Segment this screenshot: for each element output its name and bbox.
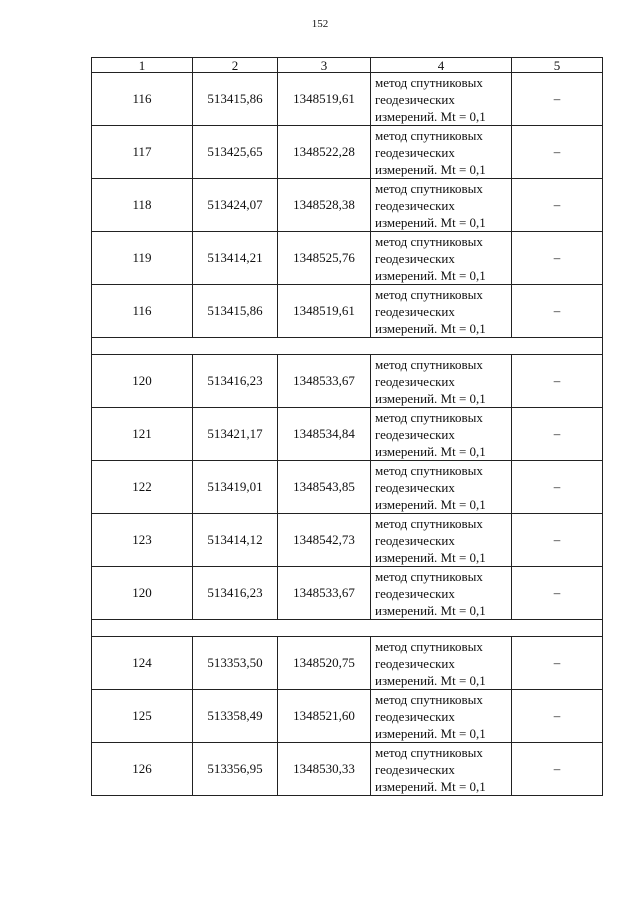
method-text-line: измерений. Mt = 0,1 xyxy=(375,602,486,618)
group-separator-cell xyxy=(92,338,603,355)
note-cell: – xyxy=(512,408,603,461)
y-coordinate-cell: 1348543,85 xyxy=(278,461,371,514)
table-body xyxy=(92,73,603,796)
method-cell xyxy=(371,514,512,567)
y-coordinate-cell: 1348519,61 xyxy=(278,285,371,338)
method-cell xyxy=(371,73,512,126)
table-row xyxy=(92,567,603,620)
note-cell: – xyxy=(512,285,603,338)
method-text-line: метод спутниковых xyxy=(375,462,483,478)
method-text-line: измерений. Mt = 0,1 xyxy=(375,214,486,230)
method-text-line: измерений. Mt = 0,1 xyxy=(375,267,486,283)
table-row xyxy=(92,355,603,408)
header-row xyxy=(92,58,603,73)
point-number-cell: 120 xyxy=(92,567,193,620)
method-cell xyxy=(371,179,512,232)
method-text-line: метод спутниковых xyxy=(375,638,483,654)
method-text-line: метод спутниковых xyxy=(375,233,483,249)
method-text-line: измерений. Mt = 0,1 xyxy=(375,778,486,794)
table-row xyxy=(92,514,603,567)
table-row xyxy=(92,232,603,285)
note-cell: – xyxy=(512,355,603,408)
group-separator-row xyxy=(92,338,603,355)
y-coordinate-cell: 1348533,67 xyxy=(278,355,371,408)
header-col-5: 5 xyxy=(512,58,603,73)
x-coordinate-cell: 513415,86 xyxy=(193,73,278,126)
x-coordinate-cell: 513353,50 xyxy=(193,637,278,690)
method-cell xyxy=(371,408,512,461)
method-text-line: метод спутниковых xyxy=(375,691,483,707)
y-coordinate-cell: 1348534,84 xyxy=(278,408,371,461)
method-text-line: геодезических xyxy=(375,532,455,548)
method-cell xyxy=(371,355,512,408)
method-text-line: метод спутниковых xyxy=(375,356,483,372)
table-row xyxy=(92,179,603,232)
note-cell: – xyxy=(512,743,603,796)
point-number-cell: 116 xyxy=(92,285,193,338)
note-cell: – xyxy=(512,126,603,179)
method-cell xyxy=(371,126,512,179)
x-coordinate-cell: 513421,17 xyxy=(193,408,278,461)
x-coordinate-cell: 513356,95 xyxy=(193,743,278,796)
method-text-line: измерений. Mt = 0,1 xyxy=(375,390,486,406)
x-coordinate-cell: 513424,07 xyxy=(193,179,278,232)
point-number-cell: 121 xyxy=(92,408,193,461)
y-coordinate-cell: 1348519,61 xyxy=(278,73,371,126)
x-coordinate-cell: 513416,23 xyxy=(193,567,278,620)
point-number-cell: 125 xyxy=(92,690,193,743)
x-coordinate-cell: 513419,01 xyxy=(193,461,278,514)
note-cell: – xyxy=(512,73,603,126)
method-cell xyxy=(371,690,512,743)
x-coordinate-cell: 513416,23 xyxy=(193,355,278,408)
y-coordinate-cell: 1348542,73 xyxy=(278,514,371,567)
method-text-line: геодезических xyxy=(375,144,455,160)
method-text-line: геодезических xyxy=(375,426,455,442)
header-col-3: 3 xyxy=(278,58,371,73)
point-number-cell: 118 xyxy=(92,179,193,232)
y-coordinate-cell: 1348528,38 xyxy=(278,179,371,232)
point-number-cell: 126 xyxy=(92,743,193,796)
method-cell xyxy=(371,637,512,690)
y-coordinate-cell: 1348522,28 xyxy=(278,126,371,179)
method-text-line: геодезических xyxy=(375,250,455,266)
group-separator-cell xyxy=(92,620,603,637)
header-col-1: 1 xyxy=(92,58,193,73)
point-number-cell: 120 xyxy=(92,355,193,408)
point-number-cell: 119 xyxy=(92,232,193,285)
method-cell xyxy=(371,285,512,338)
note-cell: – xyxy=(512,179,603,232)
table-row xyxy=(92,285,603,338)
point-number-cell: 117 xyxy=(92,126,193,179)
note-cell: – xyxy=(512,567,603,620)
table-row xyxy=(92,408,603,461)
x-coordinate-cell: 513414,21 xyxy=(193,232,278,285)
method-text-line: геодезических xyxy=(375,708,455,724)
method-text-line: метод спутниковых xyxy=(375,127,483,143)
table-row xyxy=(92,743,603,796)
point-number-cell: 123 xyxy=(92,514,193,567)
x-coordinate-cell: 513358,49 xyxy=(193,690,278,743)
table-row xyxy=(92,637,603,690)
y-coordinate-cell: 1348525,76 xyxy=(278,232,371,285)
method-text-line: измерений. Mt = 0,1 xyxy=(375,496,486,512)
table-row xyxy=(92,126,603,179)
x-coordinate-cell: 513415,86 xyxy=(193,285,278,338)
y-coordinate-cell: 1348520,75 xyxy=(278,637,371,690)
method-text-line: измерений. Mt = 0,1 xyxy=(375,161,486,177)
method-text-line: измерений. Mt = 0,1 xyxy=(375,672,486,688)
point-number-cell: 124 xyxy=(92,637,193,690)
method-text-line: измерений. Mt = 0,1 xyxy=(375,320,486,336)
note-cell: – xyxy=(512,514,603,567)
method-text-line: измерений. Mt = 0,1 xyxy=(375,108,486,124)
header-col-4: 4 xyxy=(371,58,512,73)
group-separator-row xyxy=(92,620,603,637)
method-text-line: геодезических xyxy=(375,197,455,213)
method-text-line: метод спутниковых xyxy=(375,568,483,584)
method-text-line: метод спутниковых xyxy=(375,515,483,531)
y-coordinate-cell: 1348533,67 xyxy=(278,567,371,620)
note-cell: – xyxy=(512,690,603,743)
method-text-line: геодезических xyxy=(375,373,455,389)
table-row xyxy=(92,73,603,126)
table-row xyxy=(92,690,603,743)
method-text-line: геодезических xyxy=(375,655,455,671)
header-col-2: 2 xyxy=(193,58,278,73)
method-text-line: метод спутниковых xyxy=(375,744,483,760)
x-coordinate-cell: 513414,12 xyxy=(193,514,278,567)
note-cell: – xyxy=(512,232,603,285)
note-cell: – xyxy=(512,461,603,514)
method-cell xyxy=(371,567,512,620)
note-cell: – xyxy=(512,637,603,690)
x-coordinate-cell: 513425,65 xyxy=(193,126,278,179)
y-coordinate-cell: 1348530,33 xyxy=(278,743,371,796)
table-row xyxy=(92,461,603,514)
method-cell xyxy=(371,743,512,796)
point-number-cell: 122 xyxy=(92,461,193,514)
method-text-line: геодезических xyxy=(375,479,455,495)
method-text-line: метод спутниковых xyxy=(375,286,483,302)
coordinates-table xyxy=(91,57,603,796)
method-text-line: геодезических xyxy=(375,303,455,319)
method-text-line: метод спутниковых xyxy=(375,180,483,196)
method-text-line: измерений. Mt = 0,1 xyxy=(375,725,486,741)
page-number: 152 xyxy=(311,18,329,30)
method-text-line: метод спутниковых xyxy=(375,409,483,425)
method-cell xyxy=(371,461,512,514)
method-text-line: геодезических xyxy=(375,761,455,777)
point-number-cell: 116 xyxy=(92,73,193,126)
method-text-line: измерений. Mt = 0,1 xyxy=(375,549,486,565)
method-text-line: метод спутниковых xyxy=(375,74,483,90)
method-cell xyxy=(371,232,512,285)
method-text-line: геодезических xyxy=(375,585,455,601)
method-text-line: геодезических xyxy=(375,91,455,107)
method-text-line: измерений. Mt = 0,1 xyxy=(375,443,486,459)
y-coordinate-cell: 1348521,60 xyxy=(278,690,371,743)
